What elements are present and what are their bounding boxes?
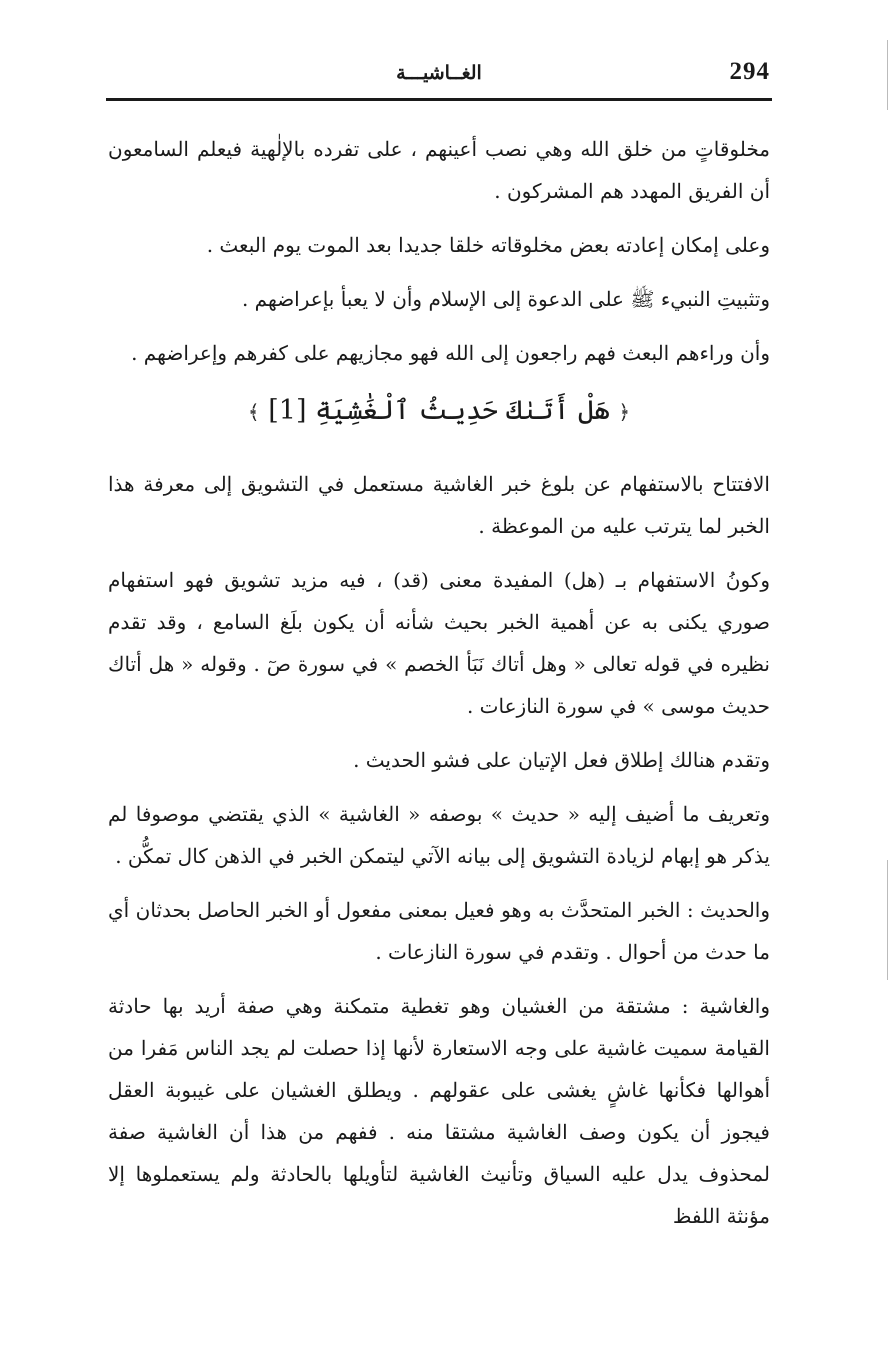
scan-edge-mark: [887, 40, 888, 110]
commentary-paragraph: وتعريف ما أضيف إليه « حديث » بوصفه « الغاشية » الذي يقتضي موصوفا لم يذكر هو إبهام لزيادة التشويق إلى بيانه الآتي ليتمكن الخبر في الذهن كال تمكُّن .: [108, 802, 770, 868]
quran-verse: [108, 386, 770, 437]
commentary-paragraph: الافتتاح بالاستفهام عن بلوغ خبر الغاشية مستعمل في التشويق إلى معرفة هذا الخبر لما يترتب عليه من الموعظة .: [108, 472, 770, 538]
commentary-paragraph: وكونُ الاستفهام بـ (هل) المفيدة معنى (قد) ، فيه مزيد تشويق فهو استفهام صوري يكنى به عن أهمية الخبر بحيث شأنه أن يكون بلَغ السامع ، وقد تقدم نظيره في قوله تعالى « وهل أتاك نَبَأ الخصم » في سورة صٓ . وقوله « هل أتاك حديث موسى » في سورة النازعات .: [108, 568, 770, 718]
paragraph: وتثبيتِ النبيء ﷺ على الدعوة إلى الإسلام وأن لا يعبأ بإعراضهم .: [241, 287, 770, 311]
verse-open-ornament: ﴿: [618, 400, 631, 424]
paragraph: وعلى إمكان إعادته بعض مخلوقاته خلقا جديدا بعد الموت يوم البعث .: [206, 233, 770, 257]
commentary-paragraph: والحديث : الخبر المتحدَّث به وهو فعيل بمعنى مفعول أو الخبر الحاصل بحدثان أي ما حدث من أحوال . وتقدم في سورة النازعات .: [108, 898, 771, 964]
paragraph: مخلوقاتٍ من خلق الله وهي نصب أعينهم ، على تفرده بالإلٰهية فيعلم السامعون أن الفريق المهدد هم المشركون .: [108, 137, 770, 203]
scan-edge-mark: [887, 860, 888, 980]
page-body: [108, 128, 770, 1249]
page-header: [108, 56, 770, 92]
page-number: 294: [729, 58, 770, 85]
commentary-paragraph: والغاشية : مشتقة من الغشيان وهو تغطية متمكنة وهي صفة أريد بها حادثة القيامة سميت غاشية على وجه الاستعارة لأنها إذا حصلت لم يجد الناس مَفرا من أهوالها فكأنها غاشٍ يغشى على عقولهم . ويطلق الغشيان على غيبوبة العقل فيجوز أن يكون وصف الغاشية مشتقا منه . ففهم من هذا أن الغاشية صفة لمحذوف يدل عليه السياق وتأنيث الغاشية لتأويلها بالحادثة ولم يستعملوها إلا مؤنثة اللفظ: [108, 994, 771, 1228]
header-rule: [106, 98, 772, 101]
paragraph: وأن وراءهم البعث فهم راجعون إلى الله فهو مجازيهم على كفرهم وإعراضهم .: [131, 341, 770, 365]
commentary-paragraph: وتقدم هنالك إطلاق فعل الإتيان على فشو الحديث .: [353, 748, 770, 772]
verse-close-ornament: ﴾: [247, 400, 260, 424]
verse-text: هَلْ أَتَىٰكَ حَدِيثُ ٱلْغَٰشِيَةِ [1]: [268, 395, 610, 426]
running-title: الغــاشيـــة: [396, 62, 482, 84]
